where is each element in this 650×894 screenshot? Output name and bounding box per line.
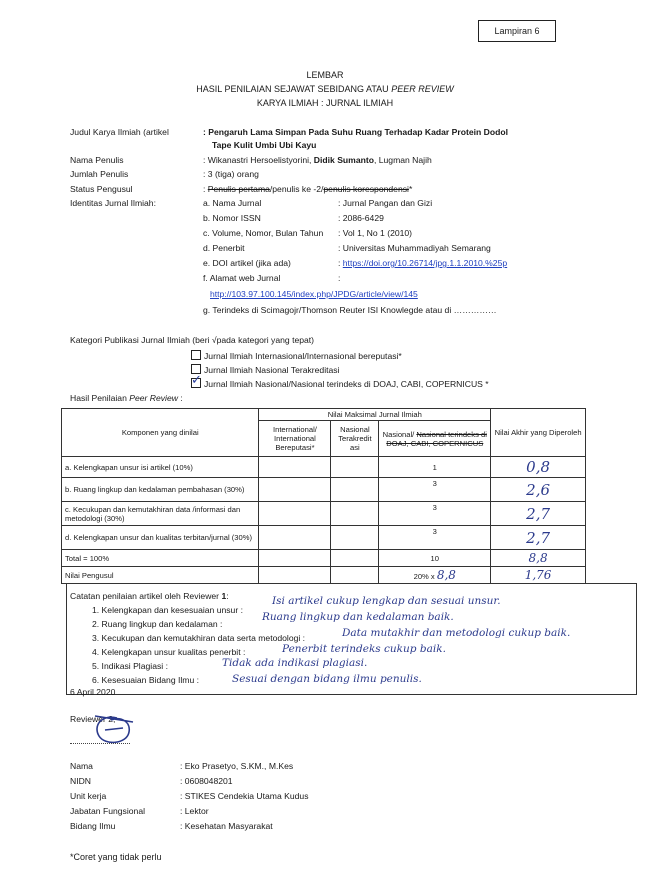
identitas-f-label: f. Alamat web Jurnal: [203, 273, 281, 283]
judul-value-2: Tape Kulit Umbi Ubi Kayu: [212, 140, 317, 150]
kategori-option-2: [191, 364, 340, 375]
identitas-b-label: b. Nomor ISSN: [203, 213, 261, 223]
title-line-2: [0, 84, 650, 94]
reviewer-label: Reviewer 2,: [70, 714, 116, 724]
hasil-heading-text: Hasil Penilaian: [70, 393, 130, 403]
catatan-hand-1: Isi artikel cukup lengkap dan sesuai unsur.: [272, 595, 501, 607]
status-colon: :: [203, 184, 208, 194]
catatan-hand-5: Tidak ada indikasi plagiasi.: [222, 657, 368, 669]
row-nasional-akr: [331, 478, 379, 502]
row-akhir: 2,7: [491, 502, 586, 526]
pengusul-nasional-akr: [331, 567, 379, 584]
title-line-2-text: HASIL PENILAIAN SEJAWAT SEBIDANG ATAU: [196, 84, 392, 94]
catatan-item-4: 4. Kelengkapan unsur kualitas penerbit :: [92, 647, 246, 657]
penulis-post: , Lugman Najih: [373, 155, 432, 165]
row-komponen: a. Kelengkapan unsur isi artikel (10%): [62, 457, 259, 478]
web-url-link[interactable]: http://103.97.100.145/index.php/JPDG/article/view/145: [210, 289, 418, 299]
total-row: [62, 550, 586, 567]
total-internasional: [259, 550, 331, 567]
kategori-option-1-label: Jurnal Ilmiah Internasional/Internasional bereputasi*: [204, 351, 402, 361]
catatan-heading-text: Catatan penilaian artikel oleh Reviewer: [70, 591, 222, 601]
table-row: [62, 478, 586, 502]
pengusul-formula: 20% x: [413, 572, 435, 581]
reviewer-unit-label: Unit kerja: [70, 791, 107, 801]
penulis-bold: Didik Sumanto: [313, 155, 374, 165]
row-max: 3: [379, 526, 491, 550]
terindeks-text: g. Terindeks di Scimagojr/Thomson Reuter ISI Knowlegde atau di ……………: [203, 305, 497, 315]
catatan-item-1: 1. Kelengkapan dan kesesuaian unsur :: [92, 605, 243, 615]
row-komponen: c. Kecukupan dan kemutakhiran data /informasi dan metodologi (30%): [62, 502, 259, 526]
hasil-heading-italic: Peer Review: [129, 393, 178, 403]
reviewer-nama-label: Nama: [70, 761, 93, 771]
status-value: [203, 184, 412, 194]
doi-link-wrap: : https://doi.org/10.26714/jpg.1.1.2010.%25p: [338, 258, 508, 268]
reviewer-bidang-value: : Kesehatan Masyarakat: [180, 821, 273, 831]
lampiran-box: [478, 20, 556, 42]
row-max: 3: [379, 478, 491, 502]
kategori-option-3: [191, 378, 489, 389]
catatan-heading-num: 1: [221, 591, 227, 601]
table-row: [62, 457, 586, 478]
penulis-label: Nama Penulis: [70, 155, 124, 165]
pengusul-label: Nilai Pengusul: [62, 567, 259, 584]
catatan-hand-3: Data mutakhir dan metodologi cukup baik.: [342, 627, 571, 639]
hasil-heading-end: :: [177, 393, 183, 403]
total-akhir: 8,8: [491, 550, 586, 567]
title-line-2-italic: PEER REVIEW: [391, 84, 454, 94]
row-max: 1: [379, 457, 491, 478]
reviewer-jabatan-value: : Lektor: [180, 806, 209, 816]
reviewer-nidn-label: NIDN: [70, 776, 92, 786]
status-label: Status Pengusul: [70, 184, 133, 194]
catatan-hand-6: Sesuai dengan bidang ilmu penulis.: [232, 673, 422, 685]
row-max: 3: [379, 502, 491, 526]
pengusul-hand: 8,8: [436, 568, 456, 582]
pengusul-formula-cell: [379, 567, 491, 584]
identitas-label: Identitas Jurnal Ilmiah:: [70, 198, 156, 208]
total-max: 10: [379, 550, 491, 567]
reviewer-nidn-value: : 0608048201: [180, 776, 233, 786]
row-nasional-akr: [331, 457, 379, 478]
checkbox-icon[interactable]: [191, 350, 201, 360]
footnote: *Coret yang tidak perlu: [70, 852, 162, 862]
reviewer-bidang-label: Bidang Ilmu: [70, 821, 116, 831]
kategori-option-2-label: Jurnal Ilmiah Nasional Terakreditasi: [204, 365, 340, 375]
header-nasional-strike: Nasional terindeks di DOAJ, CABI, COPERNICUS: [386, 429, 487, 448]
hasil-heading: [70, 393, 183, 403]
header-nilai-maks: Nilai Maksimal Jurnal Ilmiah: [259, 409, 491, 421]
row-nasional-akr: [331, 502, 379, 526]
identitas-f-value: :: [338, 273, 341, 283]
row-akhir: 2,6: [491, 478, 586, 502]
penulis-pre: : Wikanastri Hersoelistyorini,: [203, 155, 314, 165]
identitas-a-label: a. Nama Jurnal: [203, 198, 262, 208]
catatan-hand-4: Penerbit terindeks cukup baik.: [282, 643, 446, 655]
kategori-option-3-label: Jurnal Ilmiah Nasional/Nasional terindeks di DOAJ, CABI, COPERNICUS *: [204, 379, 489, 389]
status-strike-2: penulis korespondensi: [323, 184, 409, 194]
jumlah-value: : 3 (tiga) orang: [203, 169, 259, 179]
penulis-value: [203, 155, 432, 165]
reviewer-nama-value: : Eko Prasetyo, S.KM., M.Kes: [180, 761, 294, 771]
table-row: [62, 526, 586, 550]
kategori-option-1: [191, 350, 402, 361]
catatan-hand-2: Ruang lingkup dan kedalaman baik.: [262, 611, 454, 623]
jumlah-label: Jumlah Penulis: [70, 169, 129, 179]
row-nasional-akr: [331, 526, 379, 550]
row-internasional: [259, 457, 331, 478]
pengusul-akhir: 1,76: [491, 567, 586, 584]
catatan-item-5: 5. Indikasi Plagiasi :: [92, 661, 168, 671]
identitas-d-value: : Universitas Muhammadiyah Semarang: [338, 243, 491, 253]
row-komponen: d. Kelengkapan unsur dan kualitas terbitan/jurnal (30%): [62, 526, 259, 550]
title-line-1: LEMBAR: [306, 70, 344, 80]
catatan-heading-post: :: [226, 591, 229, 601]
pengusul-internasional: [259, 567, 331, 584]
kategori-heading: Kategori Publikasi Jurnal Ilmiah (beri √pada kategori yang tepat): [70, 335, 315, 345]
catatan-heading: [70, 591, 229, 601]
pengusul-row: [62, 567, 586, 584]
header-nasional-pre: Nasional/: [382, 429, 417, 439]
identitas-c-value: : Vol 1, No 1 (2010): [338, 228, 413, 238]
header-nasional-terindeks: [379, 421, 491, 457]
row-komponen: b. Ruang lingkup dan kedalaman pembahasan (30%): [62, 478, 259, 502]
identitas-e-label: e. DOI artikel (jika ada): [203, 258, 291, 268]
row-internasional: [259, 478, 331, 502]
doi-link[interactable]: https://doi.org/10.26714/jpg.1.1.2010.%25p: [342, 258, 508, 268]
header-komponen: Komponen yang dinilai: [62, 409, 259, 457]
row-internasional: [259, 526, 331, 550]
total-nasional-akr: [331, 550, 379, 567]
signature-line: [70, 743, 130, 744]
status-end: *: [408, 184, 413, 194]
reviewer-unit-value: : STIKES Cendekia Utama Kudus: [180, 791, 309, 801]
identitas-d-label: d. Penerbit: [203, 243, 245, 253]
title-line-3: KARYA ILMIAH : JURNAL ILMIAH: [256, 98, 394, 108]
reviewer-jabatan-label: Jabatan Fungsional: [70, 806, 146, 816]
total-label: Total = 100%: [62, 550, 259, 567]
header-internasional: International/ International Bereputasi*: [259, 421, 331, 457]
status-mid: /penulis ke -2/: [269, 184, 324, 194]
row-akhir: 2,7: [491, 526, 586, 550]
status-strike-1: Penulis pertama: [207, 184, 270, 194]
catatan-item-6: 6. Kesesuaian Bidang Ilmu :: [92, 675, 200, 685]
catatan-item-3: 3. Kecukupan dan kemutakhiran data serta metodologi :: [92, 633, 306, 643]
date: 6 April 2020: [70, 687, 116, 697]
table-row: [62, 502, 586, 526]
lampiran-label: Lampiran 6: [494, 26, 540, 36]
identitas-c-label: c. Volume, Nomor, Bulan Tahun: [203, 228, 324, 238]
judul-value-1: : Pengaruh Lama Simpan Pada Suhu Ruang Terhadap Kadar Protein Dodol: [203, 127, 508, 137]
row-akhir: 0,8: [491, 457, 586, 478]
judul-label: Judul Karya Ilmiah (artikel: [70, 127, 169, 137]
header-nasional-akreditasi: Nasional Terakredit asi: [331, 421, 379, 457]
identitas-b-value: : 2086-6429: [338, 213, 384, 223]
header-nilai-akhir: Nilai Akhir yang Diperoleh: [491, 409, 586, 457]
score-table: [61, 408, 586, 584]
checkbox-checked-icon[interactable]: [191, 378, 201, 388]
identitas-a-value: : Jurnal Pangan dan Gizi: [338, 198, 433, 208]
catatan-item-2: 2. Ruang lingkup dan kedalaman :: [92, 619, 223, 629]
row-internasional: [259, 502, 331, 526]
